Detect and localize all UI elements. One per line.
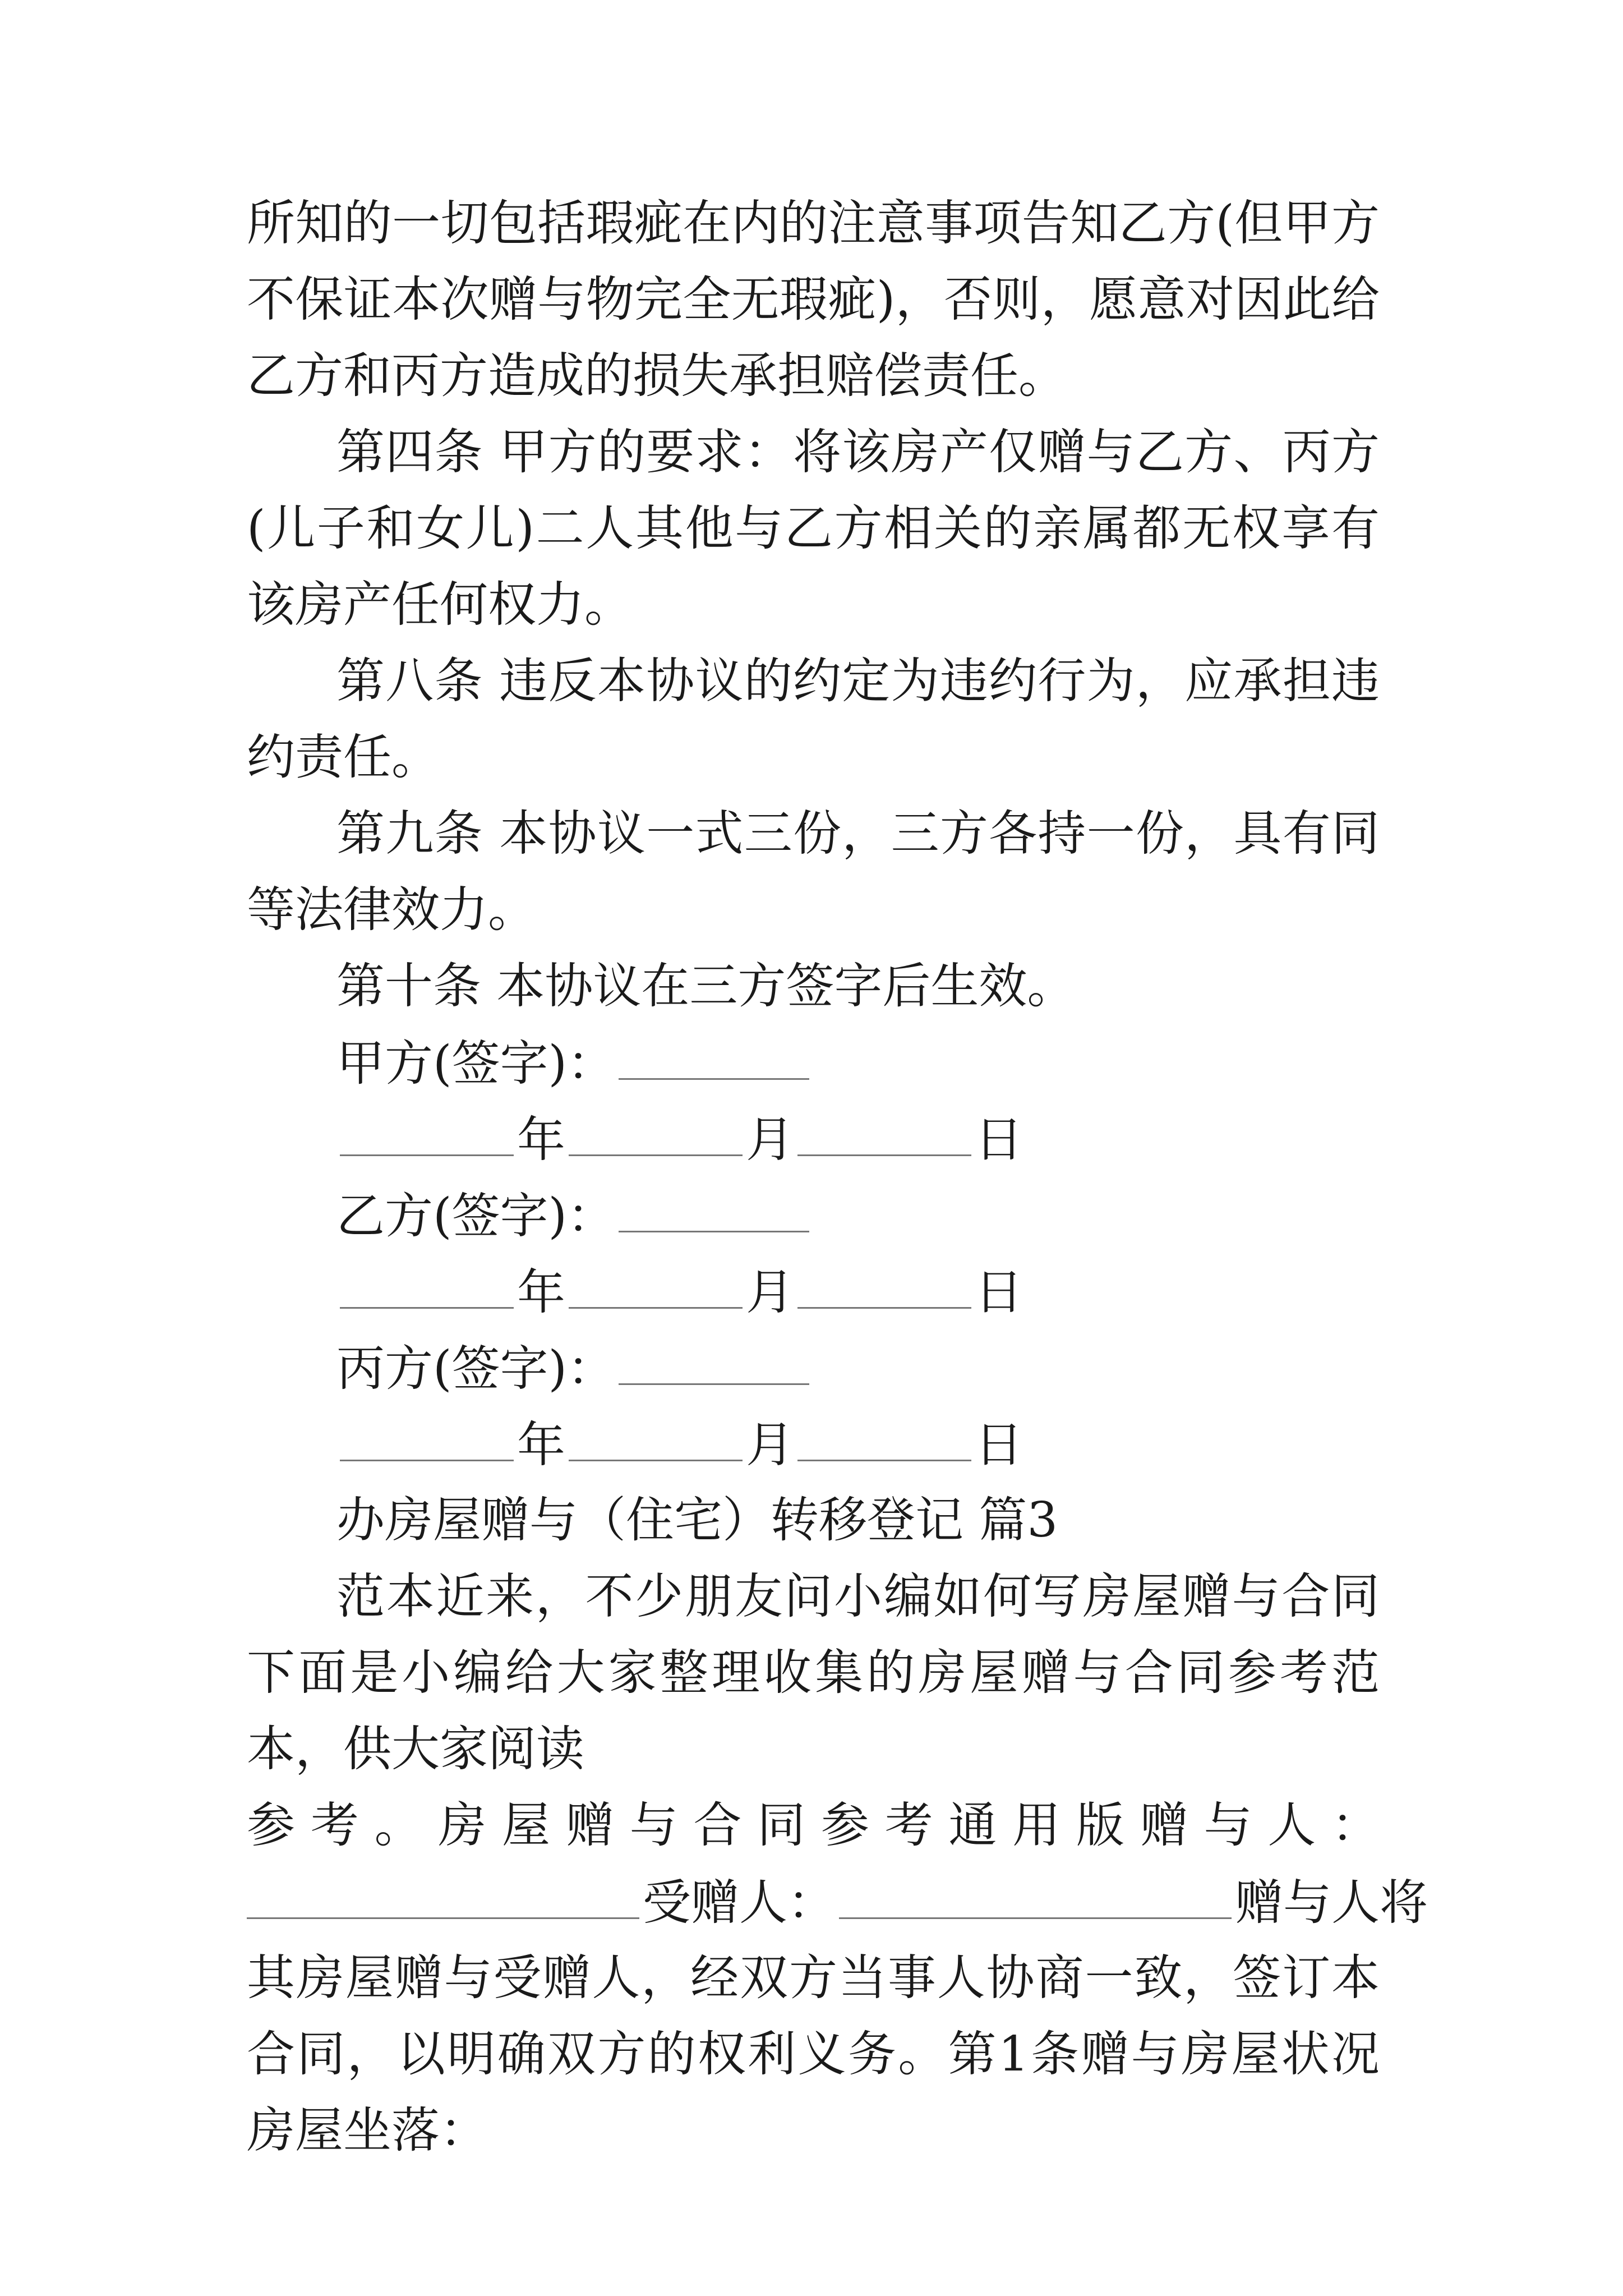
signature-party-b: [247, 1177, 1380, 1253]
signature-label: 乙方(签字)：: [336, 1188, 616, 1244]
year-label: 年: [517, 1417, 565, 1473]
donor-will-text: 赠与人将: [1235, 1875, 1428, 1931]
spread-line: 参 考 。 房 屋 赠 与 合 同 参 考 通 用 版 赠 与 人 ：: [247, 1797, 1380, 1853]
year-label: 年: [517, 1264, 565, 1320]
month-blank: [569, 1406, 743, 1461]
day-blank: [797, 1253, 971, 1309]
month-label: 月: [746, 1417, 794, 1473]
signature-blank: [619, 1177, 809, 1232]
document-body: [247, 185, 1428, 2169]
paragraph-article-8: 第八条 违反本协议的约定为违约行为，应承担违约责任。: [247, 653, 1380, 785]
date-row-party-b: [247, 1253, 1380, 1329]
date-row-party-a: [247, 1101, 1380, 1177]
month-label: 月: [746, 1264, 794, 1320]
year-blank: [340, 1101, 514, 1156]
donee-label: 受赠人：: [643, 1875, 836, 1931]
date-row-party-c: [247, 1406, 1380, 1482]
donee-blank: [839, 1864, 1232, 1919]
day-blank: [797, 1406, 971, 1461]
day-label: 日: [975, 1417, 1023, 1473]
paragraph-article-9: 第九条 本协议一式三份，三方各持一份，具有同等法律效力。: [247, 806, 1380, 938]
donor-donee-line: [247, 1864, 1428, 1940]
paragraph-defects-notice: 所知的一切包括瑕疵在内的注意事项告知乙方(但甲方不保证本次赠与物完全无瑕疵)，否则，愿意对因此给乙方和丙方造成的损失承担赔偿责任。: [247, 195, 1380, 404]
month-label: 月: [746, 1112, 794, 1168]
day-blank: [797, 1101, 971, 1156]
day-label: 日: [975, 1264, 1023, 1320]
signature-label: 甲方(签字)：: [336, 1036, 616, 1092]
year-label: 年: [517, 1112, 565, 1168]
donor-blank: [247, 1864, 639, 1919]
paragraph-section3-intro: 范本近来，不少朋友问小编如何写房屋赠与合同下面是小编给大家整理收集的房屋赠与合同参考范本，供大家阅读: [247, 1568, 1380, 1777]
year-blank: [340, 1406, 514, 1461]
signature-party-a: [247, 1024, 1380, 1101]
signature-blank: [619, 1329, 809, 1385]
day-label: 日: [975, 1112, 1023, 1168]
paragraph-article-4: 第四条 甲方的要求：将该房产仅赠与乙方、丙方(儿子和女儿)二人其他与乙方相关的亲属都无权享有该房产任何权力。: [247, 424, 1380, 633]
signature-blank: [619, 1024, 809, 1080]
signature-party-c: [247, 1329, 1380, 1406]
section-heading: 办房屋赠与（住宅）转移登记 篇3: [336, 1492, 1058, 1548]
month-blank: [569, 1101, 743, 1156]
paragraph-section3-continuation: 其房屋赠与受赠人，经双方当事人协商一致，签订本合同，以明确双方的权利义务。第1条赠与房屋状况房屋坐落：: [247, 1950, 1380, 2159]
year-blank: [340, 1253, 514, 1309]
signature-label: 丙方(签字)：: [336, 1341, 616, 1397]
paragraph-article-10: 第十条 本协议在三方签字后生效。: [336, 958, 1076, 1014]
month-blank: [569, 1253, 743, 1309]
